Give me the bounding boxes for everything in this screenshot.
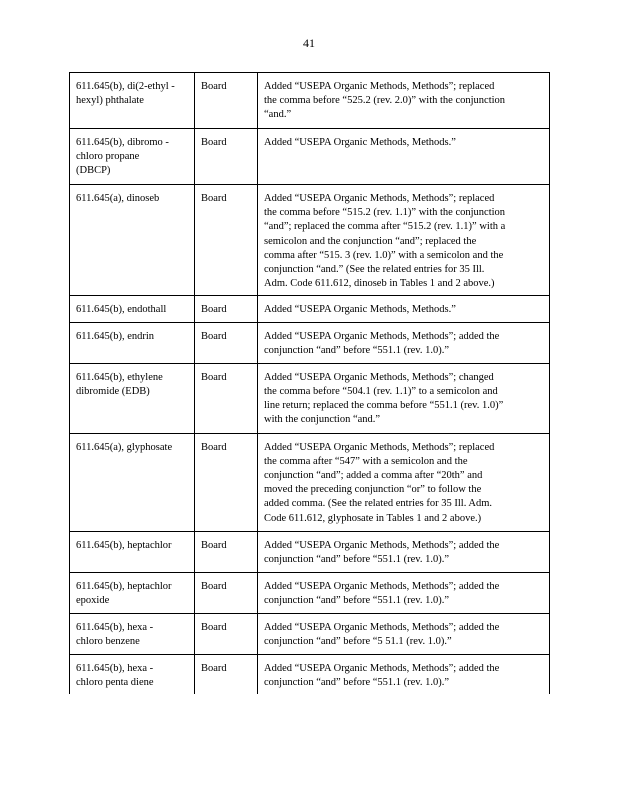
table-row (70, 433, 550, 531)
action-cell (258, 322, 550, 363)
action-cell (258, 433, 550, 531)
section-cell (70, 129, 195, 185)
action-line: the comma before “504.1 (rev. 1.1)” to a semicolon and (264, 385, 498, 397)
section-cell (70, 296, 195, 322)
table-row (70, 185, 550, 296)
action-line: with the conjunction “and.” (264, 414, 381, 426)
source-cell: Board (195, 654, 258, 694)
section-cell (70, 433, 195, 531)
action-line: Added “USEPA Organic Methods, Methods”; added the (264, 662, 500, 674)
action-cell (258, 185, 550, 296)
section-cell (70, 185, 195, 296)
section-line: chloro benzene (76, 635, 140, 647)
table-row (70, 322, 550, 363)
action-line: added comma. (See the related entries for 35 Ill. Adm. (264, 498, 493, 510)
action-line: moved the preceding conjunction “or” to follow the (264, 484, 482, 496)
action-line: conjunction “and.” (See the related entries for 35 Ill. (264, 264, 485, 276)
action-line: Added “USEPA Organic Methods, Methods.” (264, 137, 456, 148)
section-cell (70, 654, 195, 694)
section-cell (70, 322, 195, 363)
action-cell (258, 129, 550, 185)
action-line: comma after “515. 3 (rev. 1.0)” with a semicolon and the (264, 249, 504, 261)
section-line: 611.645(b), heptachlor (76, 580, 172, 592)
action-line: “and.” (264, 109, 292, 121)
action-line: Added “USEPA Organic Methods, Methods.” (264, 304, 456, 316)
action-line: conjunction “and” before “551.1 (rev. 1.0).” (264, 594, 450, 606)
action-line: conjunction “and”; added a comma after “20th” and (264, 470, 483, 482)
table-row (70, 613, 550, 654)
action-cell (258, 654, 550, 694)
table-row (70, 363, 550, 433)
table-row (70, 572, 550, 613)
action-line: conjunction “and” before “551.1 (rev. 1.0).” (264, 344, 450, 356)
action-line: Added “USEPA Organic Methods, Methods”; added the (264, 580, 500, 592)
section-line: chloro penta diene (76, 676, 154, 688)
action-cell (258, 296, 550, 322)
action-cell (258, 531, 550, 572)
table-row (70, 654, 550, 694)
section-line: 611.645(a), glyphosate (76, 441, 173, 453)
section-cell (70, 531, 195, 572)
source-cell: Board (195, 73, 258, 129)
section-line: 611.645(b), dibromo - (76, 137, 169, 148)
action-line: the comma before “525.2 (rev. 2.0)” with the conjunction (264, 95, 506, 107)
table-row (70, 296, 550, 322)
section-line: 611.645(b), endrin (76, 330, 155, 342)
action-line: Added “USEPA Organic Methods, Methods”; added the (264, 539, 500, 551)
action-cell (258, 613, 550, 654)
amendment-table (69, 72, 550, 694)
section-line: chloro propane (76, 151, 140, 163)
table-row (70, 129, 550, 185)
source-cell: Board (195, 296, 258, 322)
page-number: 41 (303, 36, 315, 50)
source-cell: Board (195, 322, 258, 363)
section-line: dibromide (EDB) (76, 385, 150, 397)
section-line: 611.645(b), endothall (76, 304, 167, 316)
action-line: conjunction “and” before “5 51.1 (rev. 1.0).” (264, 635, 452, 647)
section-cell (70, 613, 195, 654)
section-line: 611.645(a), dinoseb (76, 193, 160, 204)
section-cell (70, 363, 195, 433)
section-cell (70, 572, 195, 613)
action-cell (258, 572, 550, 613)
action-line: Added “USEPA Organic Methods, Methods”; replaced (264, 81, 495, 92)
action-line: Added “USEPA Organic Methods, Methods”; added the (264, 330, 500, 342)
action-line: Adm. Code 611.612, dinoseb in Tables 1 and 2 above.) (264, 278, 495, 290)
section-line: hexyl) phthalate (76, 95, 144, 107)
action-line: Added “USEPA Organic Methods, Methods”; replaced (264, 441, 495, 453)
source-cell: Board (195, 572, 258, 613)
action-line: conjunction “and” before “551.1 (rev. 1.0).” (264, 676, 450, 688)
source-cell: Board (195, 129, 258, 185)
action-line: the comma before “515.2 (rev. 1.1)” with the conjunction (264, 207, 506, 219)
action-cell (258, 73, 550, 129)
action-line: Code 611.612, glyphosate in Tables 1 and 2 above.) (264, 512, 482, 524)
action-line: Added “USEPA Organic Methods, Methods”; replaced (264, 193, 495, 204)
section-cell (70, 73, 195, 129)
action-line: semicolon and the conjunction “and”; replaced the (264, 235, 477, 247)
action-line: the comma after “547” with a semicolon and the (264, 455, 468, 467)
action-line: Added “USEPA Organic Methods, Methods”; changed (264, 371, 494, 383)
section-line: 611.645(b), heptachlor (76, 539, 172, 551)
section-line: epoxide (76, 594, 110, 606)
section-line: 611.645(b), di(2-ethyl - (76, 81, 175, 92)
action-line: conjunction “and” before “551.1 (rev. 1.0).” (264, 553, 450, 565)
section-line: 611.645(b), ethylene (76, 371, 163, 383)
source-cell: Board (195, 363, 258, 433)
action-cell (258, 363, 550, 433)
section-line: (DBCP) (76, 165, 111, 177)
action-line: line return; replaced the comma before “551.1 (rev. 1.0)” (264, 400, 504, 412)
source-cell: Board (195, 613, 258, 654)
action-line: “and”; replaced the comma after “515.2 (rev. 1.1)” with a (264, 221, 506, 233)
table-row (70, 531, 550, 572)
section-line: 611.645(b), hexa - (76, 621, 154, 633)
source-cell: Board (195, 531, 258, 572)
source-cell: Board (195, 185, 258, 296)
table-row (70, 73, 550, 129)
action-line: Added “USEPA Organic Methods, Methods”; added the (264, 621, 500, 633)
table-body (70, 73, 550, 695)
source-cell: Board (195, 433, 258, 531)
section-line: 611.645(b), hexa - (76, 662, 154, 674)
